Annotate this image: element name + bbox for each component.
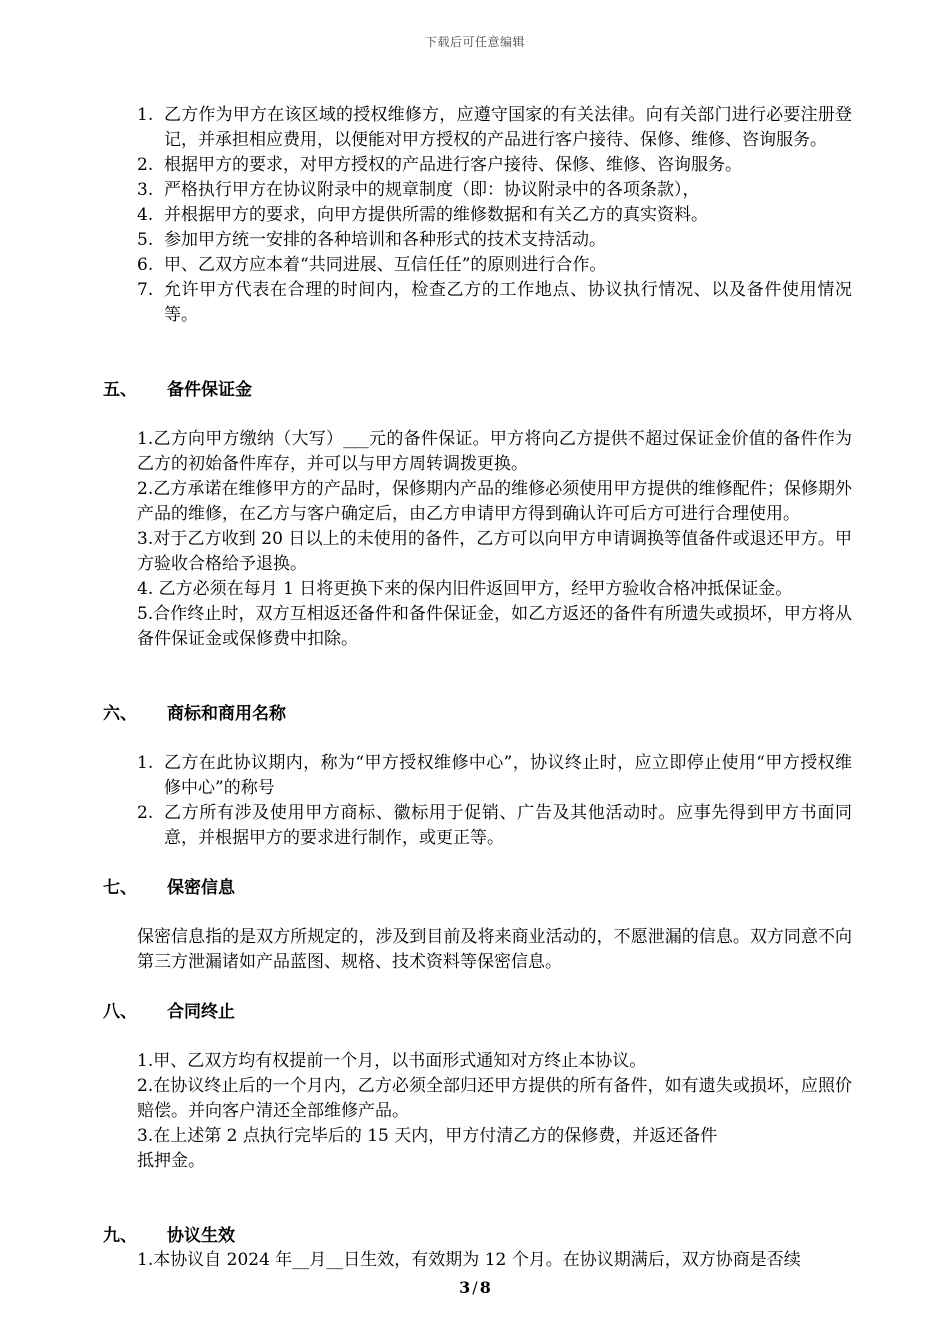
list-item-text: 甲、乙双方应本着“共同进展、互信任任”的原则进行合作。 (164, 255, 607, 275)
paragraph: 4. 乙方必须在每月 1 日将更换下来的保内旧件返回甲方，经甲方验收合格冲抵保证金。 (137, 579, 793, 599)
list-item-number: 3. (137, 180, 154, 200)
list-item-number: 2. (137, 155, 154, 175)
list-item-number: 4. (137, 205, 154, 225)
section9-heading (103, 1224, 235, 1249)
paragraph: 5.合作终止时，双方互相返还备件和备件保证金，如乙方返还的备件有所遗失或损坏，甲方将从备件保证金或保修费中扣除。 (137, 604, 852, 649)
section-number: 九、 (103, 1226, 137, 1246)
list-item (137, 203, 852, 228)
section9-body (137, 1248, 852, 1273)
section4-list (137, 103, 852, 328)
list-item-number: 2. (137, 803, 154, 823)
section-title: 协议生效 (167, 1226, 235, 1246)
list-item-text: 并根据甲方的要求，向甲方提供所需的维修数据和有关乙方的真实资料。 (164, 205, 708, 225)
total-pages: 8 (479, 1278, 491, 1297)
page-separator: / (472, 1278, 478, 1297)
section-title: 保密信息 (167, 878, 235, 898)
paragraph: 抵押金。 (137, 1151, 205, 1171)
list-item-number: 6. (137, 255, 154, 275)
section5-heading (103, 378, 252, 403)
paragraph: 2.在协议终止后的一个月内，乙方必须全部归还甲方提供的所有备件，如有遗失或损坏，应照价赔偿。并向客户清还全部维修产品。 (137, 1076, 852, 1121)
list-item (137, 801, 852, 851)
section-number: 五、 (103, 380, 137, 400)
list-item-number: 1. (137, 105, 154, 125)
page-header: 下载后可任意编辑 (424, 35, 525, 49)
list-item-text: 参加甲方统一安排的各种培训和各种形式的技术支持活动。 (164, 230, 606, 250)
list-item (137, 278, 852, 328)
paragraph: 1.乙方向甲方缴纳（大写）___元的备件保证。甲方将向乙方提供不超过保证金价值的备件作为乙方的初始备件库存，并可以与甲方周转调拨更换。 (137, 429, 852, 474)
section8-heading (103, 1000, 235, 1025)
list-item (137, 751, 852, 801)
list-item (137, 228, 852, 253)
list-item-text: 乙方所有涉及使用甲方商标、徽标用于促销、广告及其他活动时。应事先得到甲方书面同意，并根据甲方的要求进行制作，或更正等。 (164, 803, 852, 848)
paragraph: 1.甲、乙双方均有权提前一个月，以书面形式通知对方终止本协议。 (137, 1051, 647, 1071)
section7-heading (103, 876, 235, 901)
paragraph: 3.对于乙方收到 20 日以上的未使用的备件，乙方可以向甲方申请调换等值备件或退还甲方。甲方验收合格给予退换。 (137, 529, 852, 574)
current-page: 3 (459, 1278, 471, 1297)
paragraph: 保密信息指的是双方所规定的，涉及到目前及将来商业活动的，不愿泄漏的信息。双方同意不向第三方泄漏诸如产品蓝图、规格、技术资料等保密信息。 (137, 927, 852, 972)
section6-heading (103, 702, 286, 727)
list-item-text: 乙方作为甲方在该区域的授权维修方，应遵守国家的有关法律。向有关部门进行必要注册登记，并承担相应费用，以便能对甲方授权的产品进行客户接待、保修、维修、咨询服务。 (164, 105, 852, 150)
section5-body (137, 427, 852, 652)
paragraph: 3.在上述第 2 点执行完毕后的 15 天内，甲方付清乙方的保修费，并返还备件 (137, 1126, 718, 1146)
section8-body (137, 1049, 852, 1174)
list-item (137, 178, 852, 203)
list-item (137, 253, 852, 278)
paragraph: 2.乙方承诺在维修甲方的产品时，保修期内产品的维修必须使用甲方提供的维修配件；保修期外产品的维修，在乙方与客户确定后，由乙方申请甲方得到确认许可后方可进行合理使用。 (137, 479, 852, 524)
section-title: 合同终止 (167, 1002, 235, 1022)
section6-list (137, 751, 852, 851)
section-number: 六、 (103, 704, 137, 724)
section-number: 八、 (103, 1002, 137, 1022)
list-item-text: 允许甲方代表在合理的时间内，检查乙方的工作地点、协议执行情况、以及备件使用情况等。 (164, 280, 852, 325)
list-item (137, 153, 852, 178)
page-number (0, 1278, 950, 1297)
list-item-text: 根据甲方的要求，对甲方授权的产品进行客户接待、保修、维修、咨询服务。 (164, 155, 742, 175)
section-title: 备件保证金 (167, 380, 252, 400)
list-item-number: 7. (137, 280, 154, 300)
list-item-number: 1. (137, 753, 154, 773)
list-item-text: 严格执行甲方在协议附录中的规章制度（即：协议附录中的各项条款）， (164, 180, 700, 200)
section-number: 七、 (103, 878, 137, 898)
list-item-text: 乙方在此协议期内，称为“甲方授权维修中心”，协议终止时，应立即停止使用“甲方授权维修中心”的称号 (164, 753, 852, 798)
section7-body (137, 925, 852, 975)
section-title: 商标和商用名称 (167, 704, 286, 724)
paragraph: 1.本协议自 2024 年__月__日生效，有效期为 12 个月。在协议期满后，双方协商是否续 (137, 1250, 801, 1270)
list-item (137, 103, 852, 153)
list-item-number: 5. (137, 230, 154, 250)
